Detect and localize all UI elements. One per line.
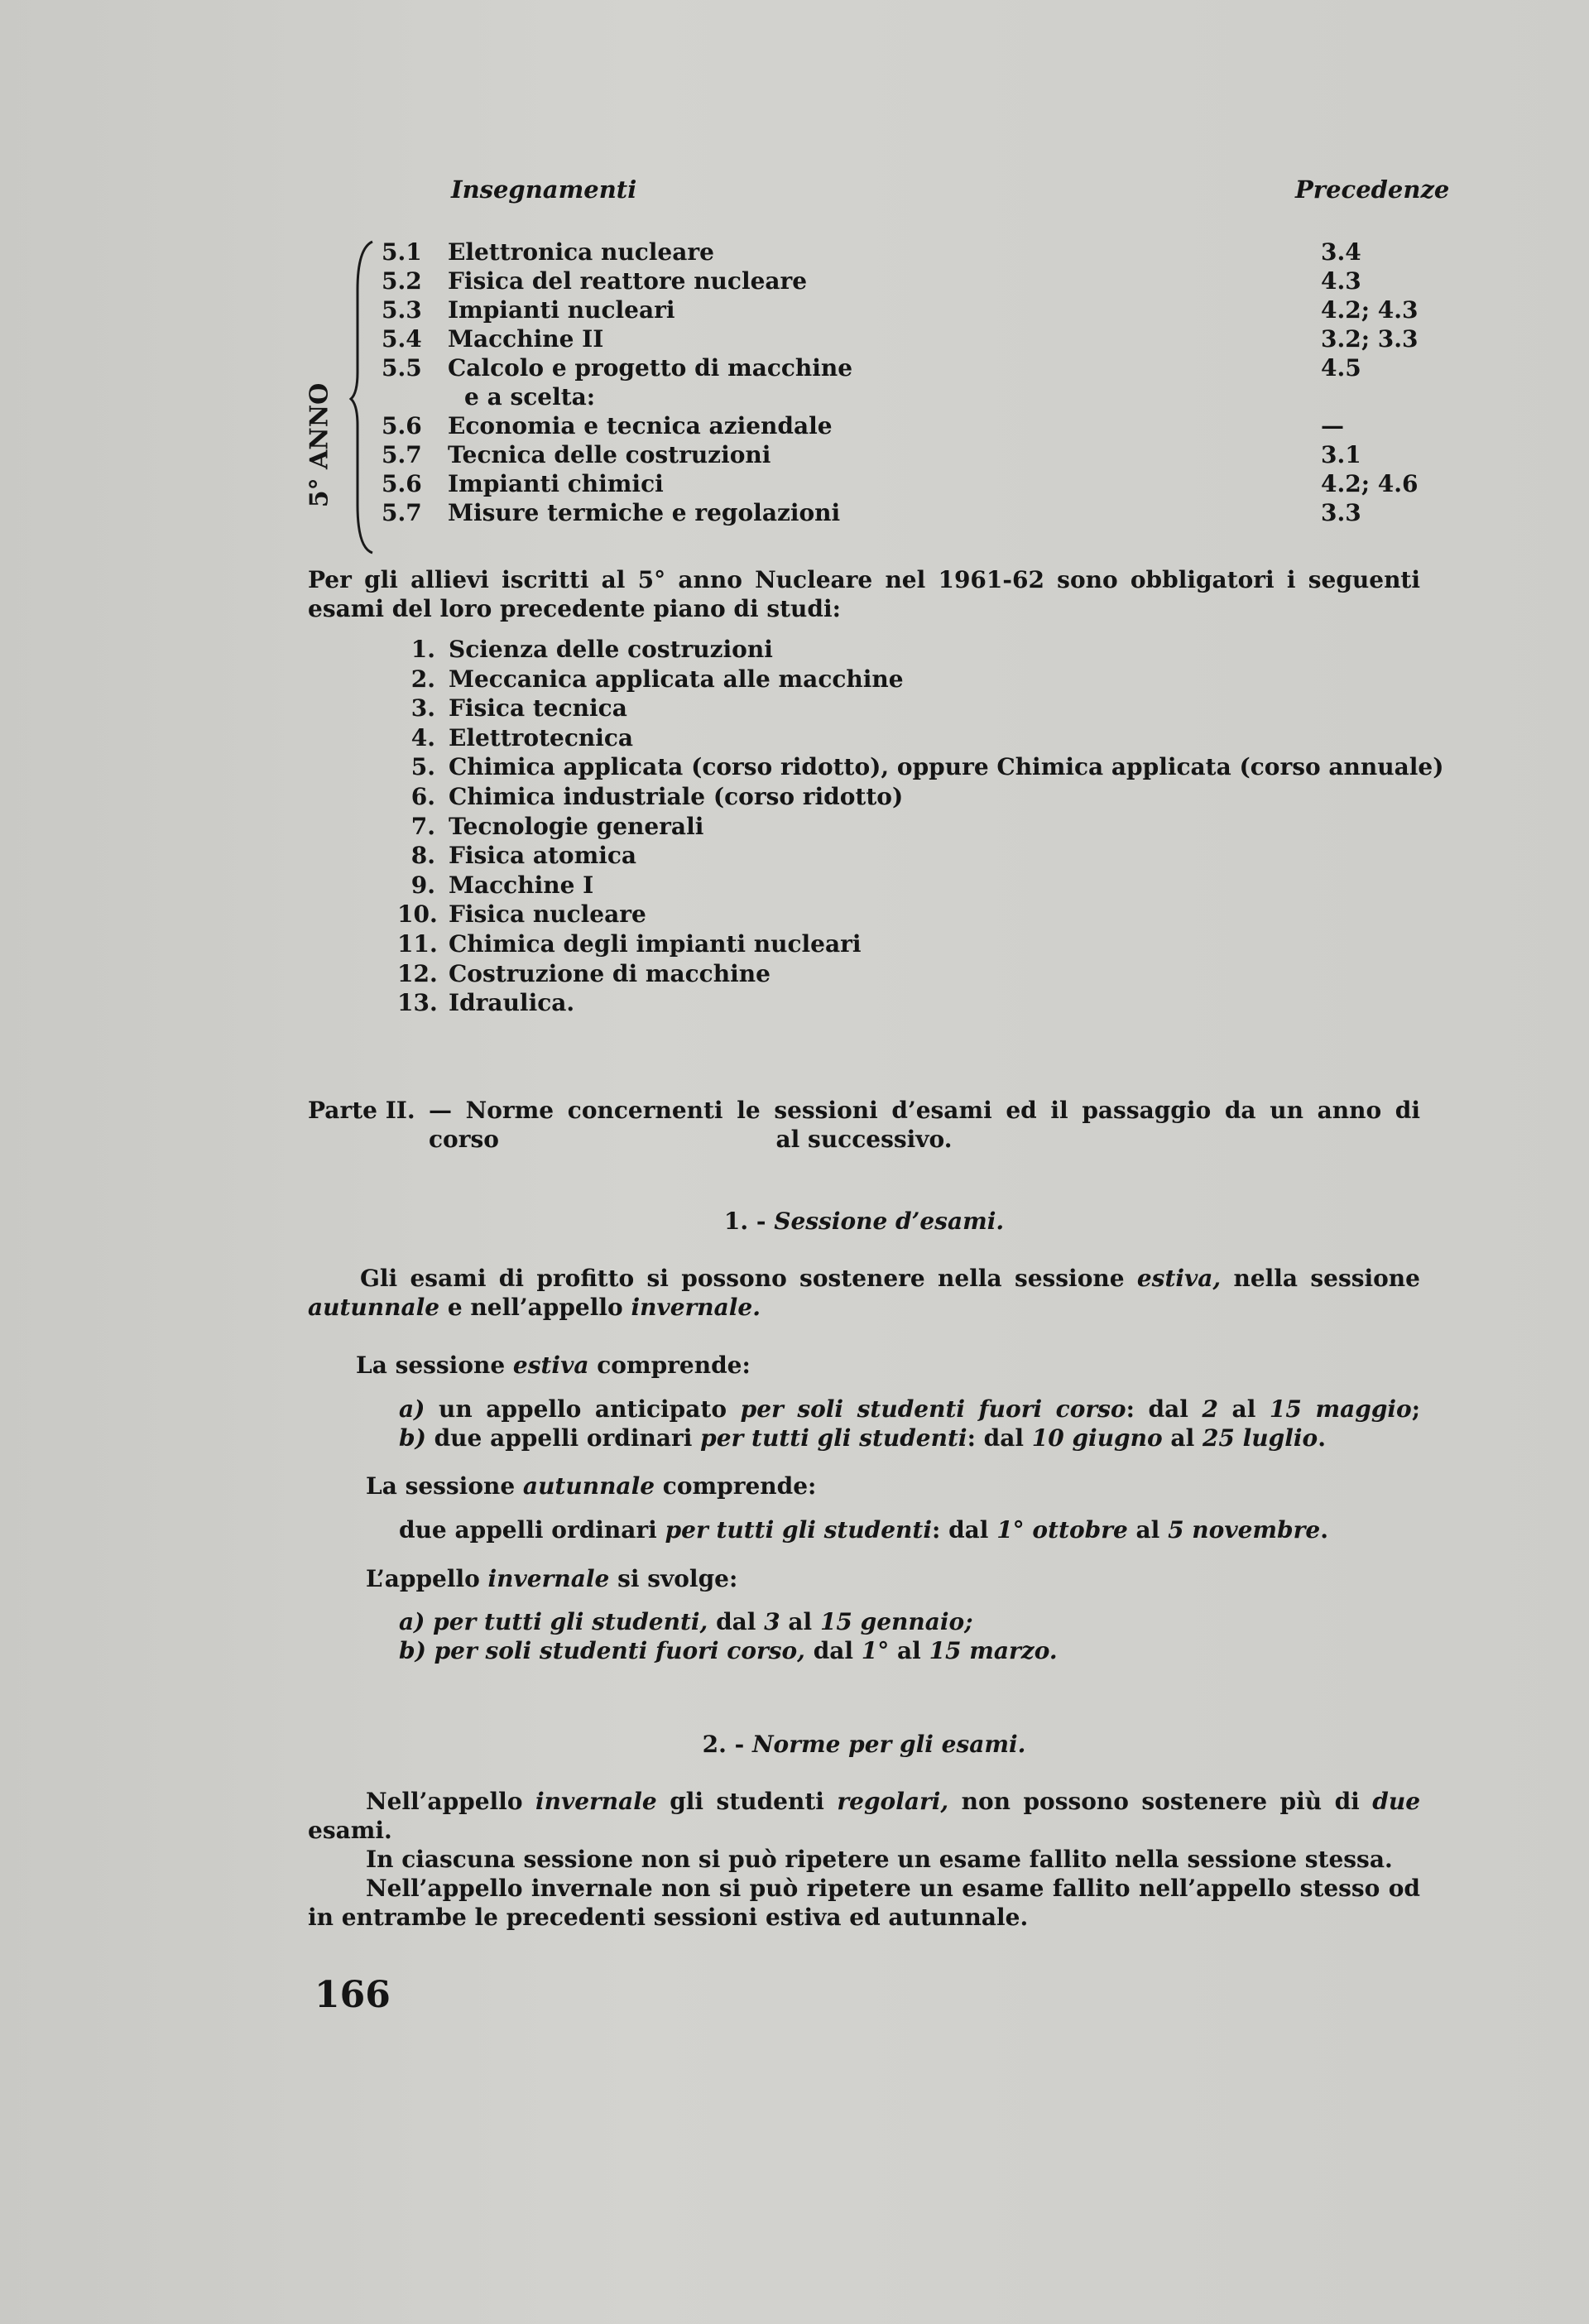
course-code: 5.6: [382, 470, 422, 497]
autunnale-term: autunnale: [308, 1294, 440, 1321]
item-text: un appello anticipato: [438, 1395, 727, 1423]
item-text-italic: 15 marzo.: [929, 1637, 1058, 1664]
course-code: 5.4: [382, 325, 422, 353]
course-name: Misure termiche e regolazioni: [448, 499, 841, 526]
list-item-text: Fisica tecnica: [449, 694, 627, 723]
list-item-number: 1.: [410, 636, 435, 663]
list-item-text: Chimica degli impianti nucleari: [449, 929, 862, 958]
invernale-term: invernale: [487, 1565, 610, 1592]
autunnale-intro: [366, 1472, 816, 1501]
invernale-intro-text: L’appello: [366, 1565, 480, 1592]
rules-text: non possono sostenere più di: [961, 1788, 1360, 1815]
course-name: Macchine II: [448, 325, 604, 353]
rules-para-1-line-2: esami.: [308, 1817, 392, 1844]
course-prerequisite: 4.2; 4.6: [1321, 470, 1419, 497]
rules-text: gli studenti: [670, 1788, 824, 1815]
autunnale-intro-text: La sessione: [366, 1472, 516, 1500]
list-item-number: 7.: [410, 812, 435, 840]
course-name: Impianti nucleari: [448, 296, 675, 324]
list-item-number: 13.: [397, 989, 438, 1017]
invernale-intro-text: si svolge:: [617, 1565, 738, 1592]
course-prerequisite: —: [1321, 412, 1344, 439]
part2-title-line-1: — Norme concernenti le sessioni d’esami ed il passaggio da un anno di corso: [429, 1097, 1420, 1153]
course-prerequisite: 4.5: [1321, 354, 1361, 382]
session-para-line-2: [308, 1293, 761, 1322]
course-code: 5.1: [382, 238, 422, 266]
section1-heading-text: Sessione d’esami.: [774, 1208, 1005, 1235]
session-para-line-1: [360, 1264, 1420, 1293]
section1-heading-num: 1. -: [723, 1208, 766, 1235]
list-item-number: 5.: [410, 753, 435, 781]
estiva-item-b: [399, 1424, 1326, 1452]
item-text: ;: [1411, 1395, 1421, 1423]
item-text-italic: per tutti gli studenti: [665, 1516, 932, 1544]
item-text: .: [1320, 1516, 1328, 1544]
page-number: 166: [314, 1974, 391, 2016]
item-text: al: [1135, 1516, 1160, 1544]
estiva-intro-text: comprende:: [597, 1352, 751, 1379]
section2-heading: [308, 1730, 1420, 1759]
due-term: due: [1372, 1788, 1421, 1815]
item-text: al: [1231, 1395, 1256, 1423]
list-item-text: Scienza delle costruzioni: [449, 636, 773, 663]
item-text: due appelli ordinari: [399, 1516, 657, 1544]
item-text: : dal: [967, 1424, 1025, 1452]
course-name: Elettronica nucleare: [448, 238, 714, 266]
course-name: Economia e tecnica aziendale: [448, 412, 833, 439]
item-text-italic: per tutti gli studenti,: [433, 1608, 708, 1635]
item-letter: b): [399, 1637, 426, 1664]
regolari-term: regolari,: [837, 1788, 949, 1815]
list-item-text: Elettrotecnica: [449, 723, 634, 751]
course-prerequisite: 3.4: [1321, 238, 1361, 266]
course-prerequisite: 4.3: [1321, 267, 1361, 295]
course-code: 5.5: [382, 354, 422, 382]
course-code: 5.6: [382, 412, 422, 439]
item-text-italic: 5 novembre: [1168, 1516, 1321, 1544]
item-text: dal: [813, 1637, 854, 1664]
list-item-number: 12.: [397, 959, 438, 987]
list-item-text: Chimica applicata (corso ridotto), oppure Chimica applicata (corso annuale): [449, 753, 1444, 781]
autunnale-intro-text: comprende:: [662, 1472, 817, 1500]
course-code: 5.7: [382, 441, 422, 468]
list-item-number: 2.: [410, 665, 435, 693]
item-text-italic: 15 gennaio;: [819, 1608, 973, 1635]
list-item-number: 10.: [397, 900, 438, 929]
list-item-number: 9.: [410, 871, 435, 899]
autunnale-line: [399, 1515, 1328, 1544]
list-item-text: Meccanica applicata alle macchine: [449, 665, 904, 693]
rules-para-1-line-1: [366, 1787, 1420, 1816]
item-text-italic: 1°: [861, 1637, 890, 1664]
session-para-text: nella sessione: [1233, 1265, 1420, 1292]
section2-heading-text: Norme per gli esami.: [751, 1731, 1026, 1758]
invernale-item-b: [399, 1636, 1058, 1665]
list-item-number: 11.: [397, 929, 438, 958]
course-prerequisite: 3.1: [1321, 441, 1361, 468]
list-item-text: Idraulica.: [449, 989, 575, 1017]
item-text: al: [1170, 1424, 1195, 1452]
item-text-italic: 25 luglio: [1202, 1424, 1318, 1452]
list-item-number: 8.: [410, 842, 435, 870]
item-text-italic: 2: [1202, 1395, 1218, 1423]
item-text-italic: 15 maggio: [1269, 1395, 1412, 1423]
item-letter: b): [399, 1424, 426, 1452]
intro-line-1: Per gli allievi iscritti al 5° anno Nucleare nel 1961-62 sono obbligatori i seguenti: [308, 566, 1420, 593]
item-text: al: [897, 1637, 921, 1664]
course-code: 5.7: [382, 499, 422, 526]
list-item-number: 4.: [410, 723, 435, 751]
rules-para-3-line-1: Nell’appello invernale non si può ripetere un esame fallito nell’appello stesso od: [366, 1875, 1420, 1902]
list-item-text: Fisica nucleare: [449, 900, 646, 929]
invernale-intro: [366, 1564, 737, 1593]
course-name: Fisica del reattore nucleare: [448, 267, 808, 295]
list-item-number: 3.: [410, 694, 435, 723]
item-letter: a): [399, 1608, 425, 1635]
autunnale-term: autunnale: [522, 1472, 655, 1500]
course-name: e a scelta:: [464, 383, 596, 411]
invernale-term: invernale: [535, 1788, 657, 1815]
item-text: dal: [716, 1608, 756, 1635]
item-text-italic: 10 giugno: [1031, 1424, 1163, 1452]
item-text: al: [788, 1608, 813, 1635]
item-text-italic: 1° ottobre: [996, 1516, 1128, 1544]
year-brace: [348, 240, 381, 555]
item-text: .: [1318, 1424, 1326, 1452]
list-item-text: Chimica industriale (corso ridotto): [449, 782, 904, 810]
part2-label: Parte II.: [308, 1097, 415, 1124]
year-label-text: 5° ANNO: [305, 382, 334, 508]
rules-para-3-line-2: in entrambe le precedenti sessioni estiva ed autunnale.: [308, 1904, 1029, 1931]
item-text: : dal: [931, 1516, 989, 1544]
list-item-number: 6.: [410, 782, 435, 810]
section1-heading: [308, 1207, 1420, 1236]
course-prerequisite: 3.3: [1321, 499, 1361, 526]
course-name: Impianti chimici: [448, 470, 664, 497]
invernale-term: invernale.: [631, 1294, 761, 1321]
session-para-text: e nell’appello: [447, 1294, 623, 1321]
item-text-italic: 3: [764, 1608, 780, 1635]
course-name: Tecnica delle costruzioni: [448, 441, 771, 468]
course-code: 5.2: [382, 267, 422, 295]
rules-text: Nell’appello: [366, 1788, 523, 1815]
list-item-text: Macchine I: [449, 871, 594, 899]
estiva-item-a: [399, 1395, 1420, 1424]
course-name: Calcolo e progetto di macchine: [448, 354, 853, 382]
intro-line-2: esami del loro precedente piano di studi:: [308, 595, 841, 622]
estiva-intro-text: La sessione: [356, 1352, 506, 1379]
invernale-item-a: [399, 1607, 973, 1636]
item-text-italic: per soli studenti fuori corso,: [434, 1637, 805, 1664]
course-prerequisite: 3.2; 3.3: [1321, 325, 1419, 353]
section2-heading-num: 2. -: [702, 1731, 745, 1758]
part2-title-line-2: al successivo.: [775, 1126, 953, 1153]
item-text-italic: per soli studenti fuori corso: [740, 1395, 1126, 1423]
estiva-term: estiva: [512, 1352, 589, 1379]
list-item-text: Costruzione di macchine: [449, 959, 770, 987]
course-prerequisite: 4.2; 4.3: [1321, 296, 1419, 324]
list-item-text: Tecnologie generali: [449, 812, 704, 840]
rules-para-2: In ciascuna sessione non si può ripetere un esame fallito nella sessione stessa.: [366, 1846, 1393, 1873]
column-header-insegnamenti: Insegnamenti: [451, 175, 637, 204]
course-code: 5.3: [382, 296, 422, 324]
estiva-term: estiva,: [1136, 1265, 1222, 1292]
item-text: due appelli ordinari: [434, 1424, 693, 1452]
item-letter: a): [399, 1395, 425, 1423]
column-header-precedenze: Precedenze: [1295, 175, 1450, 204]
item-text-italic: per tutti gli studenti: [700, 1424, 967, 1452]
list-item-text: Fisica atomica: [449, 842, 637, 870]
estiva-intro: [356, 1351, 751, 1380]
session-para-text: Gli esami di profitto si possono sostenere nella sessione: [360, 1265, 1125, 1292]
item-text: : dal: [1126, 1395, 1188, 1423]
